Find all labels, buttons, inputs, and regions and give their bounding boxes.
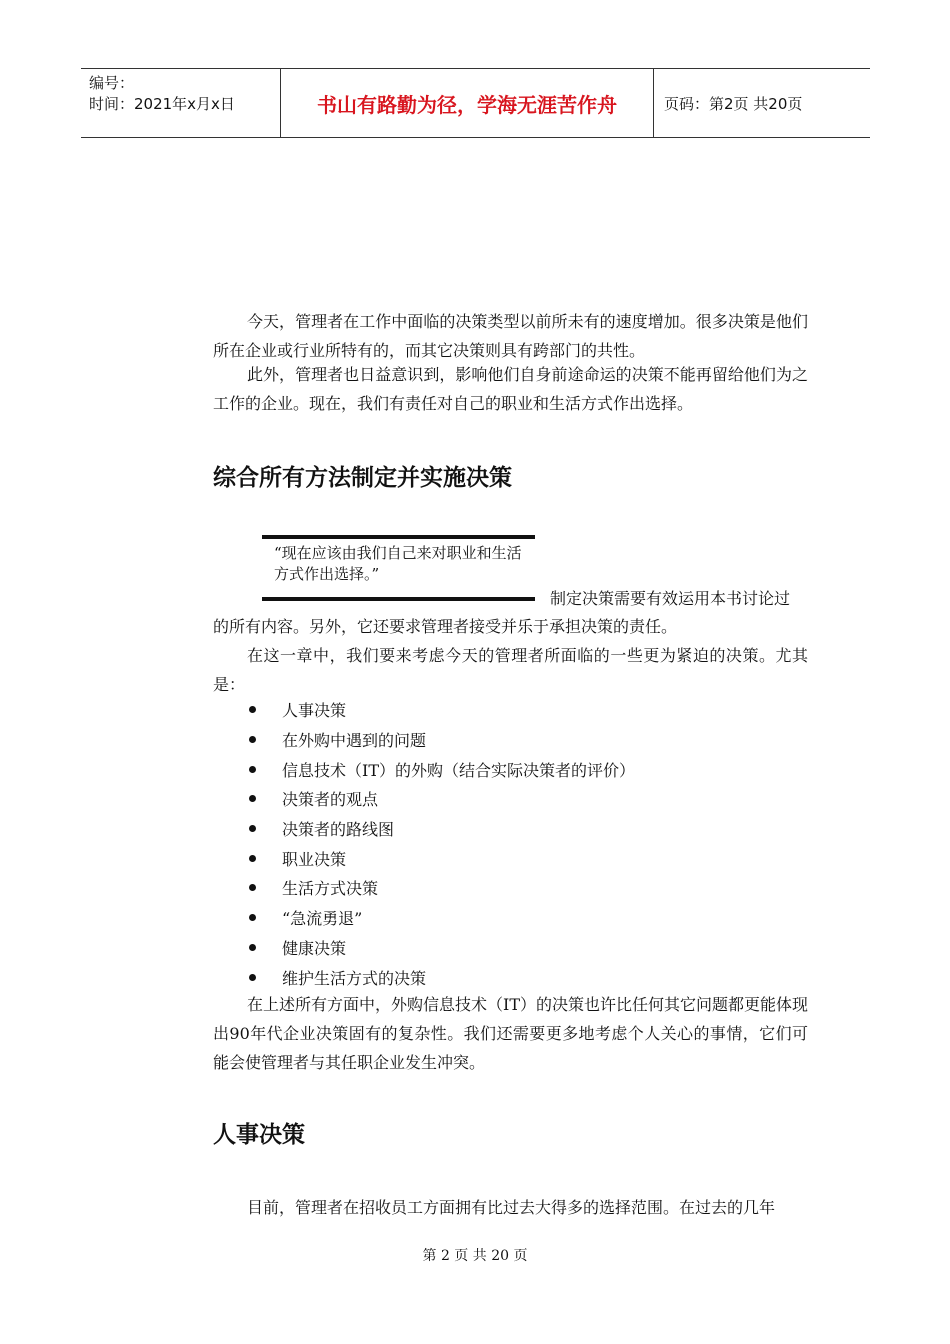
header-motto: 书山有路勤为径，学海无涯苦作舟 [281,69,654,137]
document-number-label: 编号： [89,74,135,92]
list-item: 健康决策 [246,933,806,963]
bullet-icon [249,766,256,773]
section-heading-decisions: 综合所有方法制定并实施决策 [213,465,512,491]
list-item: 在外购中遇到的问题 [246,725,806,755]
bullet-icon [249,825,256,832]
bullet-icon [249,795,256,802]
intro-paragraph-1: 今天，管理者在工作中面临的决策类型以前所未有的速度增加。很多决策是他们所在企业或行业所特有的，而其它决策则具有跨部门的共性。 [213,312,808,360]
list-item: “急流勇退” [246,903,806,933]
list-item: 决策者的路线图 [246,814,806,844]
list-item: 信息技术（IT）的外购（结合实际决策者的评价） [246,754,806,784]
bullet-icon [249,974,256,981]
quote-rule-top [262,535,535,539]
section1-paragraph-2: 在这一章中，我们要来考虑今天的管理者所面临的一些更为紧迫的决策。尤其是： [213,646,808,694]
quote-rule-bottom [262,597,535,601]
bullet-icon [249,706,256,713]
bullet-icon [249,884,256,891]
list-item: 生活方式决策 [246,873,806,903]
section1-paragraph-3: 在上述所有方面中，外购信息技术（IT）的决策也许比任何其它问题都更能体现出90年代企业决策固有的复杂性。我们还需要更多地考虑个人关心的事情，它们可能会使管理者与其任职企业发生冲突。 [213,995,808,1072]
pull-quote [262,535,535,601]
list-item: 人事决策 [246,695,806,725]
section-heading-personnel: 人事决策 [213,1122,305,1148]
section1-paragraph-1-cont: 的所有内容。另外，它还要求管理者接受并乐于承担决策的责任。 [213,617,678,636]
header-page-info: 页码：第2页 共20页 [664,94,803,113]
list-item: 决策者的观点 [246,784,806,814]
decision-topics-list [246,695,806,992]
document-date: 时间：2021年x月x日 [89,95,235,113]
list-item: 维护生活方式的决策 [246,962,806,992]
bullet-icon [249,914,256,921]
bullet-icon [249,736,256,743]
section2-paragraph-1: 目前，管理者在招收员工方面拥有比过去大得多的选择范围。在过去的几年 [247,1198,776,1217]
page-header [81,68,870,138]
pull-quote-text: “现在应该由我们自己来对职业和生活方式作出选择。” [274,544,522,583]
bullet-icon [249,944,256,951]
page-footer: 第 2 页 共 20 页 [422,1248,528,1264]
bullet-icon [249,855,256,862]
intro-paragraph-2: 此外，管理者也日益意识到，影响他们自身前途命运的决策不能再留给他们为之工作的企业。现在，我们有责任对自己的职业和生活方式作出选择。 [213,365,808,413]
list-item: 职业决策 [246,843,806,873]
section1-paragraph-1-start: 制定决策需要有效运用本书讨论过 [550,589,791,608]
header-meta [81,69,281,137]
